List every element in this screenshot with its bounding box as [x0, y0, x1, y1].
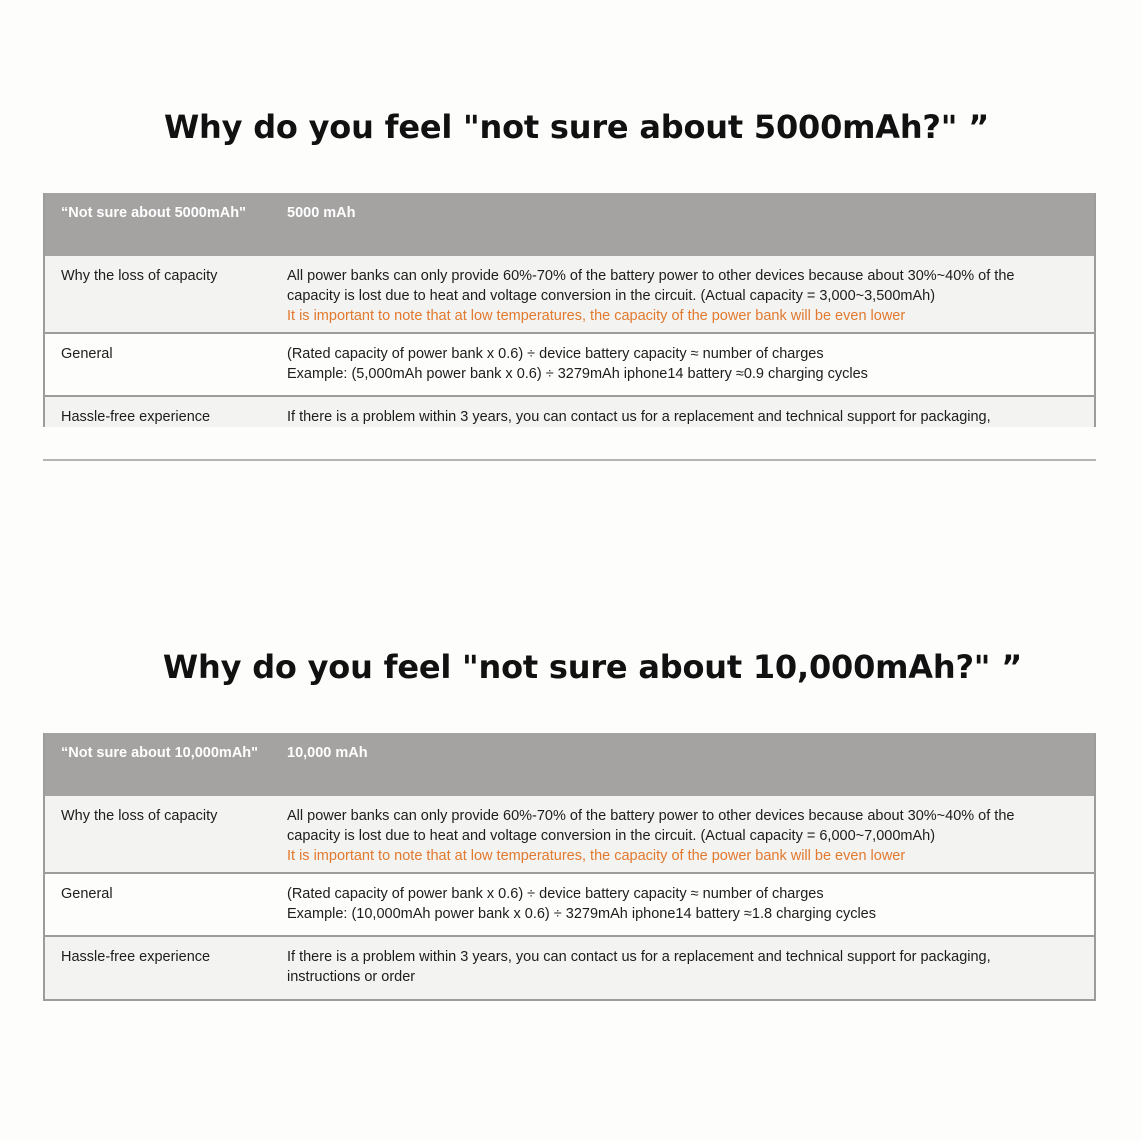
- row-value: [271, 874, 1094, 935]
- table-header-row: [45, 193, 1094, 256]
- row-label: General: [61, 346, 113, 362]
- row-text-line: capacity is lost due to heat and voltage conversion in the circuit. (Actual capacity = 6,000~7,000mAh): [287, 828, 936, 844]
- comparison-table-5000mah: [43, 193, 1096, 427]
- row-value: [271, 796, 1094, 872]
- temperature-warning-note: It is important to note that at low temperatures, the capacity of the power bank will be even lower: [287, 308, 906, 324]
- header-label-cell: “Not sure about 5000mAh": [61, 205, 246, 221]
- table-row-general: [45, 334, 1094, 397]
- row-label: Hassle-free experience: [61, 949, 211, 965]
- table-header-row: [45, 733, 1094, 796]
- header-label-cell: “Not sure about 10,000mAh": [61, 745, 259, 761]
- row-label: Hassle-free experience: [61, 409, 211, 425]
- row-text-line: capacity is lost due to heat and voltage conversion in the circuit. (Actual capacity = 3,000~3,500mAh): [287, 288, 936, 304]
- row-value: [271, 937, 1094, 999]
- section-title-5000mah: Why do you feel "not sure about 5000mAh?" ”: [163, 108, 990, 146]
- example-line: Example: (5,000mAh power bank x 0.6) ÷ 3279mAh iphone14 battery ≈0.9 charging cycles: [287, 366, 868, 382]
- row-value: [271, 256, 1094, 332]
- table-bottom-divider: [43, 459, 1096, 461]
- row-value: [271, 397, 1094, 427]
- row-value: [271, 334, 1094, 395]
- section-title-10000mah: Why do you feel "not sure about 10,000mAh?" ”: [162, 648, 1023, 686]
- row-text-line: All power banks can only provide 60%-70% of the battery power to other devices because about 30%~40% of the: [287, 808, 1015, 824]
- row-text-line: If there is a problem within 3 years, you can contact us for a replacement and technical support for packaging,: [287, 409, 991, 425]
- row-label: Why the loss of capacity: [61, 268, 218, 284]
- table-row-capacity-loss: [45, 256, 1094, 334]
- table-row-general: [45, 874, 1094, 937]
- comparison-table-10000mah: [43, 733, 1096, 1001]
- table-row-hassle-free: [45, 937, 1094, 999]
- header-value-cell: 5000 mAh: [287, 205, 356, 221]
- formula-line: (Rated capacity of power bank x 0.6) ÷ device battery capacity ≈ number of charges: [287, 346, 824, 362]
- temperature-warning-note: It is important to note that at low temperatures, the capacity of the power bank will be even lower: [287, 848, 906, 864]
- row-text-line: instructions or order: [287, 969, 416, 985]
- row-label: Why the loss of capacity: [61, 808, 218, 824]
- header-value-cell: 10,000 mAh: [287, 745, 368, 761]
- formula-line: (Rated capacity of power bank x 0.6) ÷ device battery capacity ≈ number of charges: [287, 886, 824, 902]
- example-line: Example: (10,000mAh power bank x 0.6) ÷ 3279mAh iphone14 battery ≈1.8 charging cycles: [287, 906, 876, 922]
- table-row-capacity-loss: [45, 796, 1094, 874]
- row-text-line: All power banks can only provide 60%-70% of the battery power to other devices because about 30%~40% of the: [287, 268, 1015, 284]
- row-label: General: [61, 886, 113, 902]
- row-text-line: If there is a problem within 3 years, you can contact us for a replacement and technical support for packaging,: [287, 949, 991, 965]
- table-row-hassle-free: [45, 397, 1094, 427]
